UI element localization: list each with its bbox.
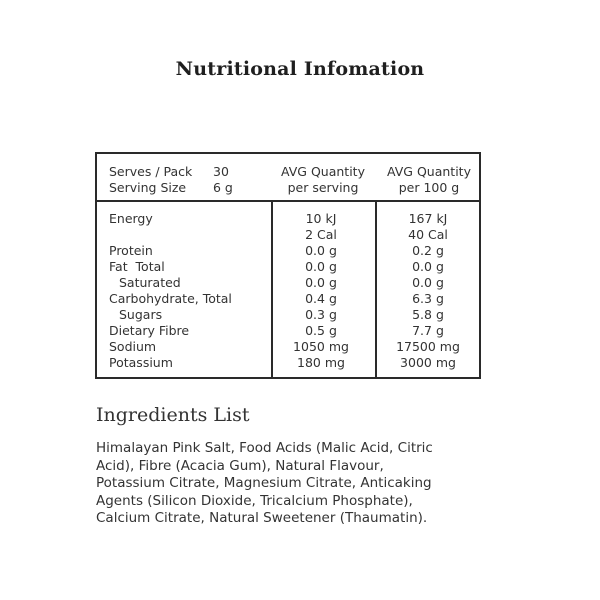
nutrient-label: Saturated: [119, 275, 181, 290]
nutrient-per-100g: 7.7 g: [412, 323, 444, 338]
serves-label: Serves / Pack: [109, 164, 193, 179]
nutrient-per-serving: 0.0 g: [305, 243, 337, 258]
nutrient-label: Sugars: [119, 307, 163, 322]
nutrient-per-100g: 40 Cal: [408, 227, 448, 242]
page-title: Nutritional Infomation: [175, 58, 425, 80]
nutrient-per-serving: 0.0 g: [305, 275, 337, 290]
nutrient-label: Dietary Fibre: [109, 323, 190, 338]
nutrient-label: Carbohydrate, Total: [109, 291, 232, 306]
ingredients-line: Himalayan Pink Salt, Food Acids (Malic Acid, Citric: [96, 440, 433, 456]
nutrient-per-serving: 10 kJ: [305, 211, 337, 226]
ingredients-line: Potassium Citrate, Magnesium Citrate, Anticaking: [96, 475, 432, 492]
serving-size-label: Serving Size: [109, 180, 187, 195]
per-serving-header-line2: per serving: [287, 180, 359, 195]
nutrient-per-serving: 0.4 g: [305, 291, 337, 306]
per-100g-header-line1: AVG Quantity: [387, 164, 471, 179]
column-divider: [375, 202, 377, 377]
serving-size-value: 6 g: [213, 180, 233, 195]
nutrient-label: Fat Total: [109, 259, 165, 274]
nutrient-label: Energy: [109, 211, 153, 226]
nutrient-per-100g: 167 kJ: [408, 211, 448, 226]
nutrition-panel: [95, 152, 481, 379]
nutrient-per-100g: 17500 mg: [396, 339, 460, 354]
nutrient-per-100g: 5.8 g: [412, 307, 444, 322]
ingredients-line: Acid), Fibre (Acacia Gum), Natural Flavour,: [96, 457, 384, 474]
nutrient-per-100g: 6.3 g: [412, 291, 444, 306]
nutrient-label: Sodium: [109, 339, 157, 354]
nutrition-panel-header: [97, 154, 479, 202]
nutrient-label: Protein: [109, 243, 153, 258]
per-serving-header-line1: AVG Quantity: [281, 164, 365, 179]
nutrient-per-100g: 0.0 g: [412, 259, 444, 274]
ingredients-line: Agents (Silicon Dioxide, Tricalcium Phosphate),: [96, 492, 413, 509]
nutrient-per-serving: 180 mg: [297, 355, 345, 370]
nutrient-per-100g: 0.0 g: [412, 275, 444, 290]
serves-value: 30: [213, 164, 229, 179]
nutrient-per-serving: 0.5 g: [305, 323, 337, 338]
nutrient-label: Potassium: [109, 355, 173, 370]
nutrient-per-100g: 0.2 g: [412, 243, 444, 258]
per-100g-header-line2: per 100 g: [398, 180, 460, 195]
ingredients-line: Calcium Citrate, Natural Sweetener (Thaumatin).: [96, 510, 428, 527]
nutrient-per-serving: 0.0 g: [305, 259, 337, 274]
nutrient-per-serving: 2 Cal: [305, 227, 337, 242]
ingredients-text: [96, 440, 496, 528]
nutrient-per-serving: 1050 mg: [293, 339, 349, 354]
ingredients-title: Ingredients List: [96, 404, 250, 426]
nutrient-per-serving: 0.3 g: [305, 307, 337, 322]
column-divider: [271, 202, 273, 377]
nutrient-per-100g: 3000 mg: [400, 355, 456, 370]
